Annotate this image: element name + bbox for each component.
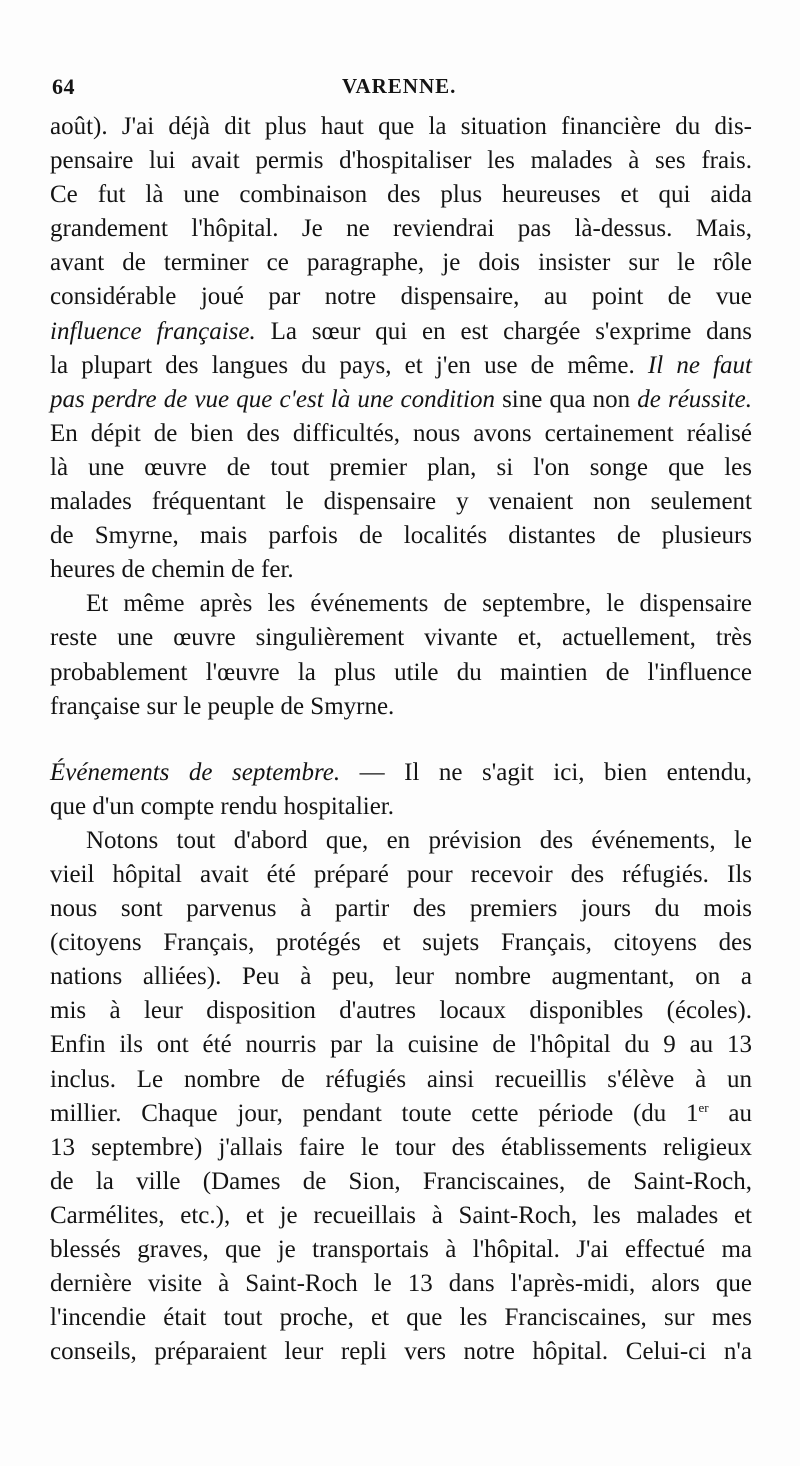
text-line: blessés graves, que je transportais à l'hôpital. J'ai effectué ma	[50, 1236, 752, 1263]
text-line: Ce fut là une combinaison des plus heureuses et qui aida	[50, 181, 752, 209]
page-number: 64	[52, 74, 75, 99]
text-line: nations alliées). Peu à peu, leur nombre augmentant, on a	[50, 963, 752, 991]
text-line: août). J'ai déjà dit plus haut que la situation financière du dis-	[50, 113, 752, 140]
text-run: au	[708, 1099, 752, 1127]
text-line: 13 septembre) j'allais faire le tour des établissements religieux	[50, 1133, 752, 1161]
italic-phrase: influence française.	[50, 317, 256, 345]
text-line: dernière visite à Saint-Roch le 13 dans l'après-midi, alors que	[50, 1270, 752, 1298]
running-head: VARENNE.	[342, 74, 457, 98]
text-line: En dépit de bien des difficultés, nous avons certainement réalisé	[50, 419, 752, 447]
text-line: française sur le peuple de Smyrne.	[50, 692, 395, 720]
text-run: — Il ne s'agit ici, bien entendu,	[340, 758, 752, 786]
text-line: malades fréquentant le dispensaire y venaient non seulement	[50, 488, 752, 516]
italic-phrase: pas perdre de vue que c'est là une condition	[50, 385, 495, 413]
text-line: pensaire lui avait permis d'hospitaliser les malades à ses frais.	[50, 147, 752, 175]
superscript: er	[698, 1099, 709, 1115]
text-run: la plupart des langues du pays, et j'en use de même.	[50, 351, 635, 379]
text-run: sine qua non	[494, 385, 638, 413]
body-text	[50, 110, 752, 1369]
text-line: là une œuvre de tout premier plan, si l'on songe que les	[50, 453, 752, 481]
text-line: avant de terminer ce paragraphe, je dois insister sur le rôle	[50, 249, 752, 277]
text-line: inclus. Le nombre de réfugiés ainsi recueillis s'élève à un	[50, 1065, 752, 1093]
text-line: conseils, préparaient leur repli vers notre hôpital. Celui-ci n'a	[50, 1338, 752, 1366]
section-heading-line	[50, 756, 752, 790]
text-line: considérable joué par notre dispensaire, au point de vue	[50, 283, 752, 311]
text-line	[50, 1097, 752, 1131]
text-run: La sœur qui en est chargée s'exprime dans	[255, 317, 753, 345]
text-run: millier. Chaque jour, pendant toute cette période (du 1	[50, 1099, 699, 1127]
page-header	[52, 74, 752, 104]
text-line: que d'un compte rendu hospitalier.	[50, 792, 395, 820]
text-line: Et même après les événements de septembre, le dispensaire	[86, 590, 752, 618]
text-line	[50, 383, 752, 417]
text-line: nous sont parvenus à partir des premiers jours du mois	[50, 895, 752, 923]
section-heading: Événements de septembre.	[50, 758, 341, 786]
italic-phrase: de réussite.	[637, 385, 752, 413]
text-line: de Smyrne, mais parfois de localités distantes de plusieurs	[50, 522, 752, 550]
text-line	[50, 349, 752, 383]
text-line: de la ville (Dames de Sion, Franciscaines, de Saint-Roch,	[50, 1167, 752, 1195]
text-line: Notons tout d'abord que, en prévision des événements, le	[86, 826, 752, 854]
text-line: reste une œuvre singulièrement vivante et, actuellement, très	[50, 624, 752, 652]
text-line: heures de chemin de fer.	[50, 556, 294, 584]
text-line: (citoyens Français, protégés et sujets Français, citoyens des	[50, 929, 752, 957]
text-line: probablement l'œuvre la plus utile du maintien de l'influence	[50, 658, 752, 686]
text-line: Enfin ils ont été nourris par la cuisine de l'hôpital du 9 au 13	[50, 1031, 752, 1059]
text-line: l'incendie était tout proche, et que les Franciscaines, sur mes	[50, 1304, 752, 1332]
text-line: Carmélites, etc.), et je recueillais à Saint-Roch, les malades et	[50, 1201, 752, 1229]
italic-phrase: Il ne faut	[634, 351, 753, 379]
section-gap	[50, 724, 752, 756]
text-line: grandement l'hôpital. Je ne reviendrai pas là-dessus. Mais,	[50, 215, 752, 243]
text-line: mis à leur disposition d'autres locaux disponibles (écoles).	[50, 997, 752, 1025]
text-line	[50, 315, 752, 349]
text-line: vieil hôpital avait été préparé pour recevoir des réfugiés. Ils	[50, 860, 752, 888]
